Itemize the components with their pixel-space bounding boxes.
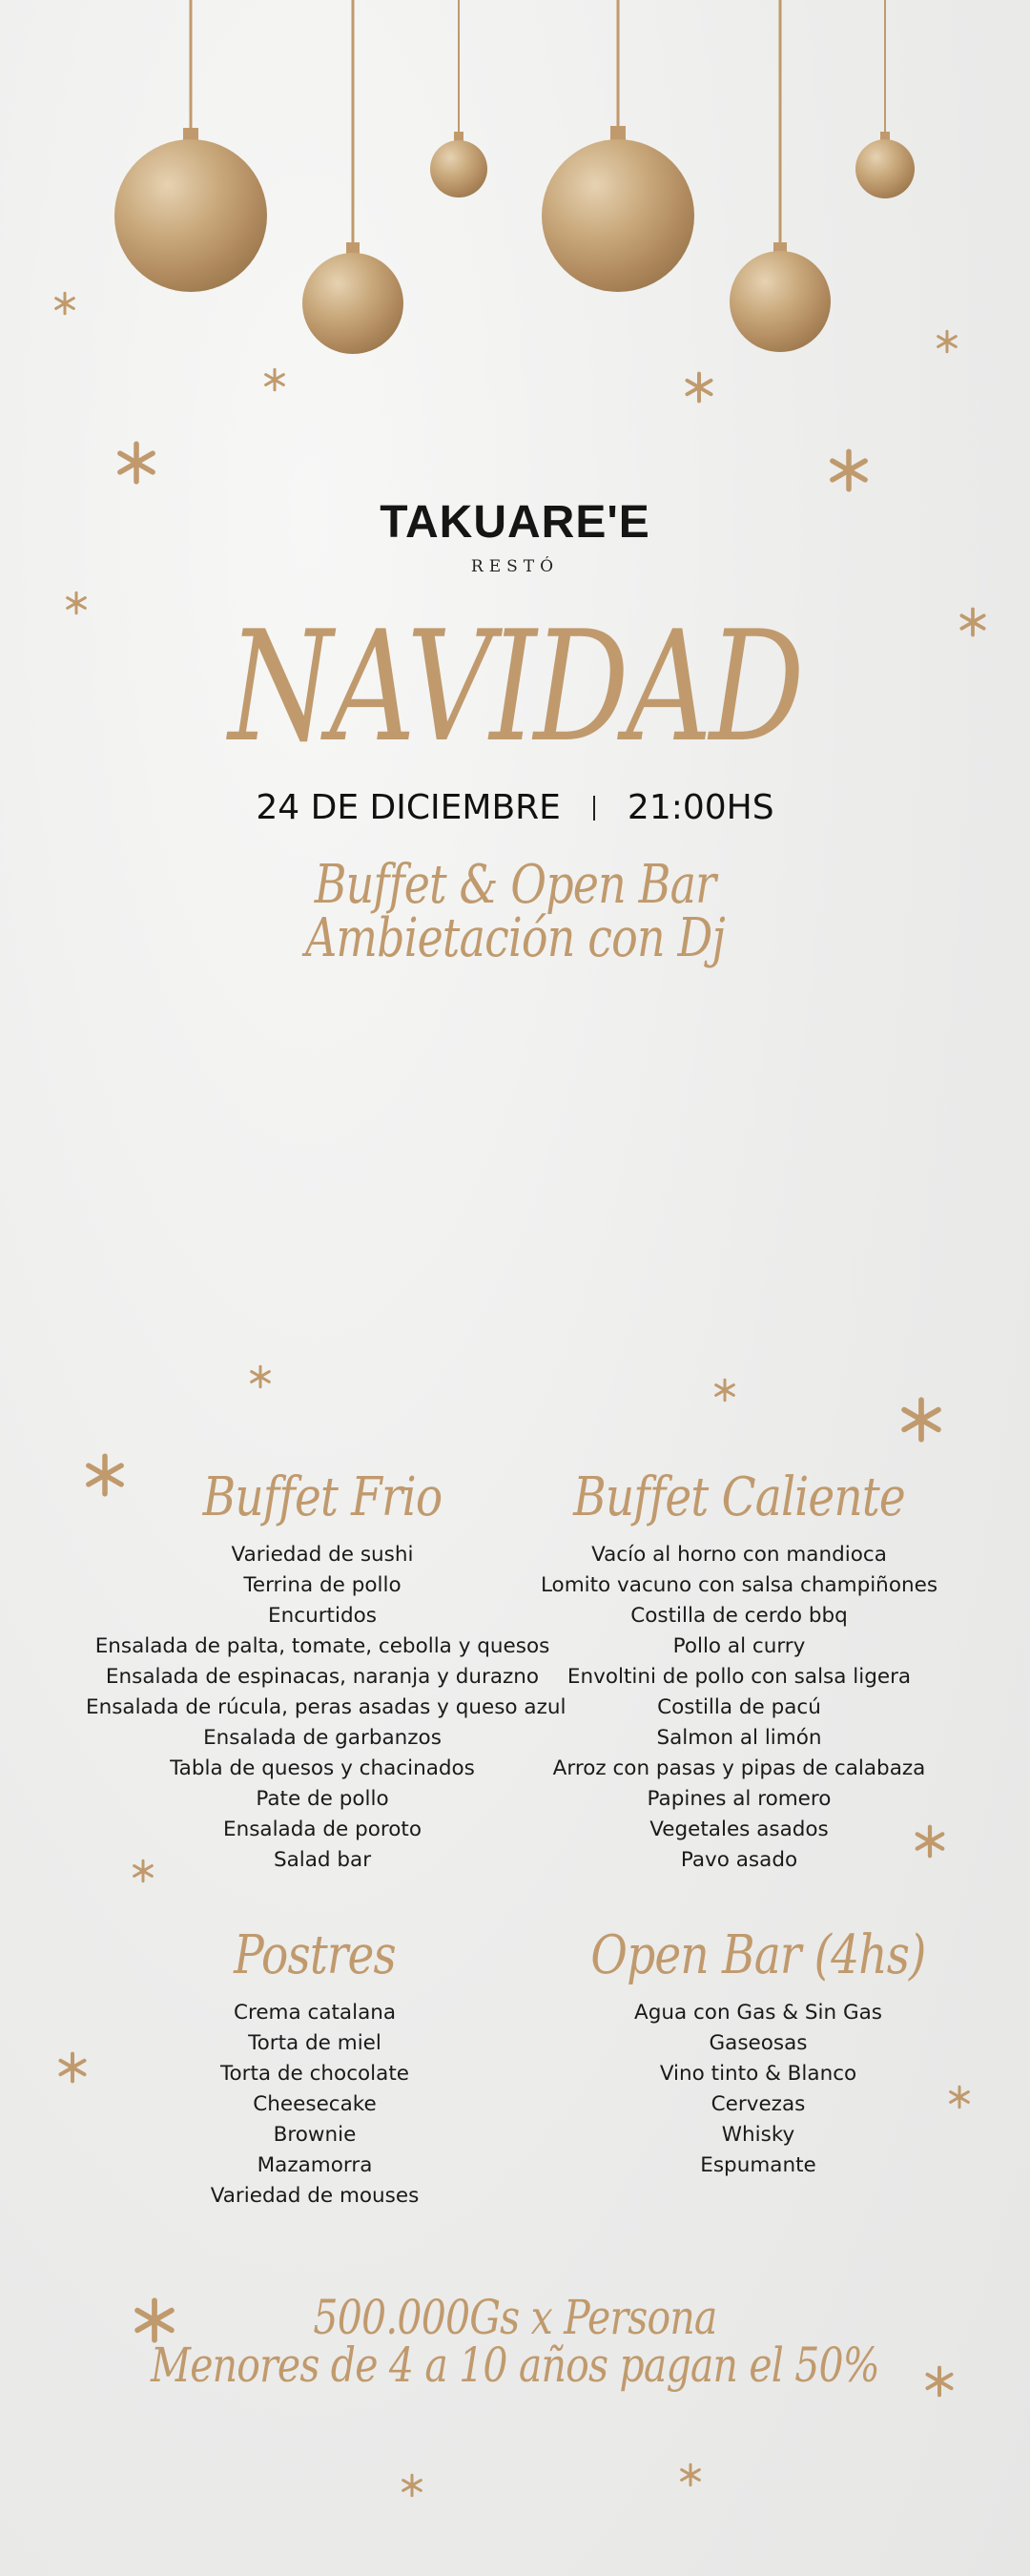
snowflake-asterisk-icon: [266, 369, 284, 390]
menu-item: Encurtidos: [268, 1604, 377, 1628]
snowflake-asterisk-icon: [68, 592, 86, 613]
menu-item: Torta de miel: [248, 2031, 381, 2055]
christmas-ornament-icon: [730, 0, 831, 352]
menu-item: Vacío al horno con mandioca: [591, 1543, 887, 1567]
menu-item: Torta de chocolate: [219, 2062, 409, 2086]
event-date: 24 DE DICIEMBRE: [256, 788, 561, 827]
snowflake-asterisk-icon: [961, 610, 983, 635]
menu-item: Ensalada de rúcula, peras asadas y queso azul: [86, 1695, 566, 1719]
menu-section-buffet-frio: [86, 1466, 566, 1876]
menu-item: Brownie: [273, 2123, 357, 2147]
menu-item: Whisky: [721, 2123, 795, 2147]
children-discount: Menores de 4 a 10 años pagan el 50%: [151, 2337, 879, 2393]
snowflake-asterisk-icon: [56, 293, 74, 314]
menu-item: Variedad de mouses: [210, 2184, 420, 2208]
date-time-divider: [593, 796, 595, 821]
christmas-ornament-icon: [855, 0, 915, 198]
christmas-ornament-icon: [114, 0, 267, 292]
christmas-ornament-icon: [430, 0, 487, 197]
snowflake-asterisk-icon: [120, 444, 153, 482]
snowflake-asterisk-icon: [682, 2464, 700, 2485]
menu-item: Arroz con pasas y pipas de calabaza: [552, 1756, 926, 1780]
snowflake-asterisk-icon: [688, 374, 711, 402]
menu-item: Pavo asado: [680, 1848, 798, 1872]
menu-list: [553, 1998, 963, 2181]
brand-logo: TAKUARE'E: [380, 497, 650, 548]
menu-item: Crema catalana: [233, 2001, 397, 2025]
section-heading: Postres: [234, 1924, 396, 1986]
menu-item: Ensalada de palta, tomate, cebolla y quesos: [94, 1634, 550, 1658]
menu-item: Cervezas: [711, 2092, 806, 2116]
menu-list: [86, 1540, 566, 1876]
christmas-ornament-icon: [302, 0, 403, 354]
event-subtitle-line1: Buffet & Open Bar: [314, 854, 716, 916]
menu-item: Gaseosas: [709, 2031, 808, 2055]
menu-item: Cheesecake: [253, 2092, 377, 2116]
section-heading: Buffet Caliente: [573, 1466, 905, 1528]
menu-item: Costilla de pacú: [657, 1695, 821, 1719]
menu-item: Ensalada de poroto: [222, 1818, 422, 1841]
menu-item: Pate de pollo: [256, 1787, 389, 1811]
menu-item: Lomito vacuno con salsa champiñones: [540, 1573, 938, 1597]
snowflake-asterisk-icon: [716, 1380, 734, 1401]
menu-section-open-bar: [553, 1924, 963, 2181]
menu-item: Papines al romero: [647, 1787, 832, 1811]
snowflake-asterisk-icon: [61, 2054, 85, 2082]
menu-item: Ensalada de garbanzos: [203, 1726, 442, 1750]
menu-list: [86, 1998, 544, 2212]
snowflake-asterisk-icon: [403, 2475, 422, 2496]
section-heading: Buffet Frio: [202, 1466, 443, 1528]
menu-item: Salmon al limón: [656, 1726, 822, 1750]
event-subtitle-line2: Ambietación con Dj: [305, 907, 725, 969]
menu-item: Vino tinto & Blanco: [659, 2062, 857, 2086]
menu-section-postres: [86, 1924, 544, 2212]
menu-item: Costilla de cerdo bbq: [630, 1604, 848, 1628]
menu-item: Terrina de pollo: [243, 1573, 402, 1597]
menu-item: Mazamorra: [257, 2153, 373, 2177]
price-per-person: 500.000Gs x Persona: [313, 2290, 717, 2345]
menu-item: Ensalada de espinacas, naranja y durazno: [105, 1665, 540, 1689]
menu-item: Espumante: [700, 2153, 816, 2177]
menu-section-buffet-caliente: [534, 1466, 944, 1876]
christmas-ornament-icon: [542, 0, 694, 292]
menu-item: Tabla de quesos y chacinados: [170, 1756, 475, 1780]
menu-item: Salad bar: [273, 1848, 372, 1872]
snowflake-asterisk-icon: [833, 451, 865, 489]
menu-item: Agua con Gas & Sin Gas: [633, 2001, 882, 2025]
menu-item: Vegetales asados: [649, 1818, 829, 1841]
snowflake-asterisk-icon: [938, 331, 957, 352]
event-time: 21:00HS: [627, 788, 774, 827]
menu-list: [534, 1540, 944, 1876]
menu-item: Variedad de sushi: [231, 1543, 414, 1567]
section-heading: Open Bar (4hs): [590, 1924, 926, 1986]
page-title: NAVIDAD: [228, 597, 802, 776]
menu-item: Envoltini de pollo con salsa ligera: [566, 1665, 912, 1689]
event-date-time: [0, 788, 1030, 827]
snowflake-asterisk-icon: [252, 1366, 270, 1387]
brand-subtitle: RESTÓ: [470, 557, 560, 576]
snowflake-asterisk-icon: [904, 1400, 938, 1439]
menu-item: Pollo al curry: [672, 1634, 806, 1658]
